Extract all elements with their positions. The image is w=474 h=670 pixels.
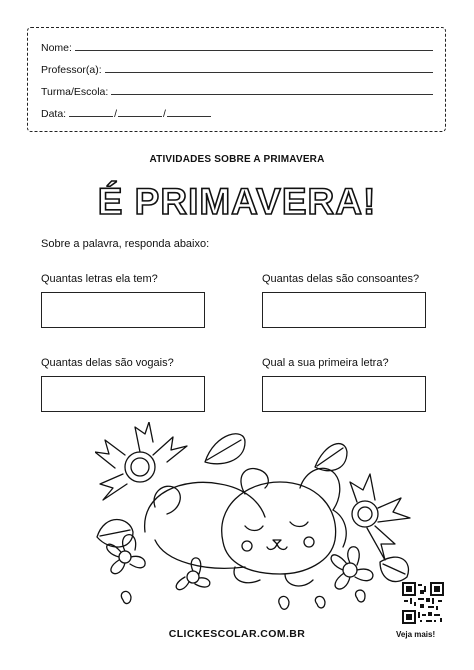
page-title [0, 176, 474, 226]
sunflower-right-icon [350, 474, 410, 560]
petal-icon [279, 596, 289, 609]
question-3: Quantas delas são vogais? [41, 357, 174, 369]
bunny-icon [145, 468, 347, 586]
class-line[interactable] [111, 94, 433, 95]
answer-box-3[interactable] [41, 376, 205, 412]
name-label: Nome: [41, 42, 72, 54]
teacher-label: Professor(a): [41, 64, 102, 76]
date-year-line[interactable] [167, 116, 211, 117]
class-label: Turma/Escola: [41, 86, 109, 98]
class-field[interactable] [41, 82, 433, 98]
sleeping-bunny-flowers-illustration [95, 422, 415, 622]
date-day-line[interactable] [69, 116, 113, 117]
answer-box-1[interactable] [41, 292, 205, 328]
petal-icon [315, 596, 325, 608]
footer-site[interactable]: CLICKESCOLAR.COM.BR [168, 628, 306, 640]
student-info-box [27, 27, 446, 132]
leaf-icon [205, 434, 245, 464]
flower-icon [107, 535, 145, 574]
instruction-text: Sobre a palavra, responda abaixo: [41, 238, 210, 250]
flower-icon [176, 558, 210, 590]
date-label: Data: [41, 108, 67, 120]
date-field[interactable] [41, 104, 211, 120]
question-2: Quantas delas são consoantes? [262, 273, 420, 285]
teacher-line[interactable] [105, 72, 433, 73]
answer-box-4[interactable] [262, 376, 426, 412]
leaf-icon [97, 520, 133, 548]
qr-caption: Veja mais! [396, 630, 436, 639]
petal-icon [356, 590, 365, 602]
leaf-icon [380, 557, 408, 581]
qr-code-icon[interactable] [402, 582, 444, 624]
subtitle: ATIVIDADES SOBRE A PRIMAVERA [149, 154, 325, 165]
date-separator: / [114, 108, 118, 120]
name-line[interactable] [75, 50, 433, 51]
question-4: Qual a sua primeira letra? [262, 357, 389, 369]
date-month-line[interactable] [118, 116, 162, 117]
title-text: É PRIMAVERA! [97, 181, 377, 222]
name-field[interactable] [41, 38, 433, 54]
question-1: Quantas letras ela tem? [41, 273, 158, 285]
answer-box-2[interactable] [262, 292, 426, 328]
leaf-icon [315, 444, 347, 471]
teacher-field[interactable] [41, 60, 433, 76]
date-separator: / [163, 108, 166, 120]
flower-icon [331, 547, 373, 589]
petal-icon [121, 591, 131, 603]
